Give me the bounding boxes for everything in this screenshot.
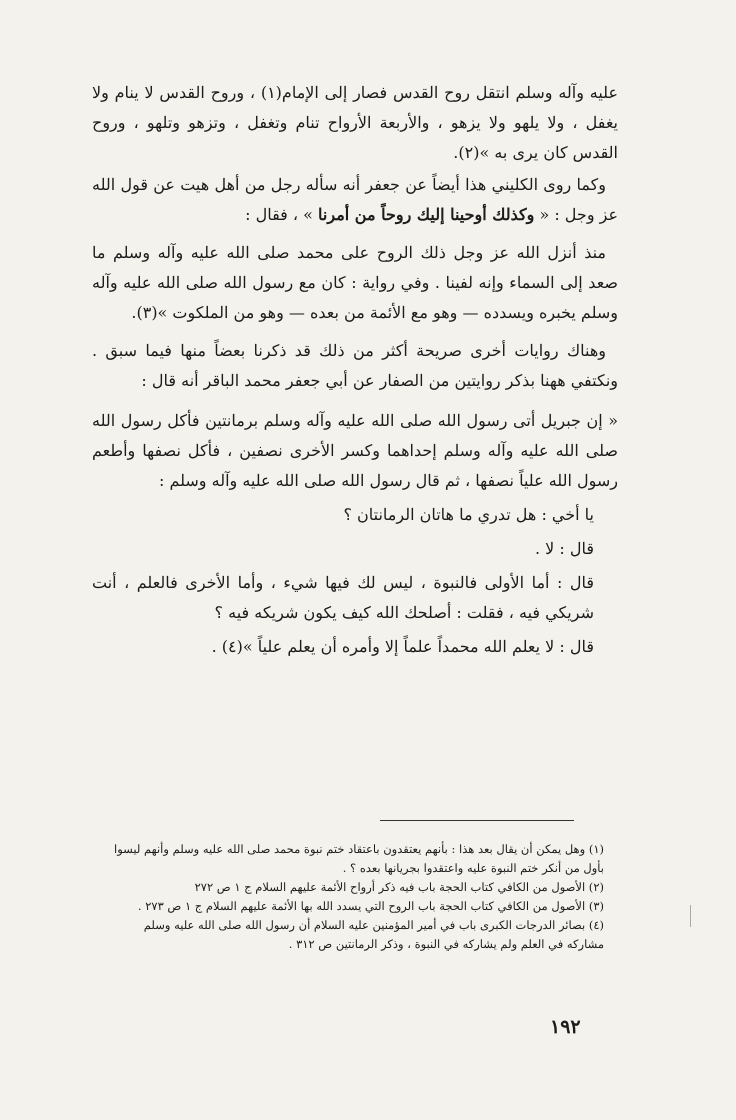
dialogue-line: يا أخي : هل تدري ما هاتان الرمانتان ؟ xyxy=(343,505,594,524)
dialogue-line: قال : لا يعلم الله محمداً علماً إلا وأمره أن يعلم علياً »(٤) . xyxy=(211,637,594,656)
paragraph: عليه وآله وسلم انتقل روح القدس فصار إلى الإمام(١) ، وروح القدس لا ينام ولا يغفل ، ولا يلهو ولا يزهو ، والأربعة الأرواح تنام وتغفل ، وتزهو وتلهو ، وروح القدس كان يرى به »(٢). xyxy=(92,83,618,162)
main-text xyxy=(92,78,618,662)
footnote: (١) وهل يمكن أن يقال بعد هذا : بأنهم يعتقدون باعتقاد ختم نبوة محمد صلى الله عليه وسلم وأنهم ليسوا بأول من أنكر ختم النبوة عليه واعتقدوا بجريانها بعده ؟ . xyxy=(114,842,604,875)
footnote: (٤) بصائر الدرجات الكبرى باب في أمير المؤمنين عليه السلام أن رسول الله صلى الله عليه وسلم مشاركه في العلم ولم يشاركه في النبوة ، وذكر الرمانتين ص ٣١٢ . xyxy=(143,918,604,951)
dialogue-line: قال : لا . xyxy=(534,539,594,558)
page-number: ١٩٢ xyxy=(550,1016,581,1038)
quran-quote: وكذلك أوحينا إليك روحاً من أمرنا xyxy=(318,205,535,224)
paragraph: « إن جبريل أتى رسول الله صلى الله عليه وآله وسلم برمانتين فأكل رسول الله صلى الله عليه وآله وسلم إحداهما وكسر الأخرى نصفين ، فأكل نصفها وأطعم رسول الله علياً نصفها ، ثم قال رسول الله صلى الله عليه وآله وسلم : xyxy=(92,411,618,490)
paragraph xyxy=(92,170,618,230)
footnote: (٣) الأصول من الكافي كتاب الحجة باب الروح التي يسدد الله بها الأئمة عليهم السلام ج ١ ص ٢٧٣ . xyxy=(137,899,604,913)
paragraph-text: وكما روى الكليني هذا أيضاً عن جعفر أنه سأله رجل من أهل هيت عن قول الله عز وجل : « xyxy=(92,175,618,224)
paragraph-text: » ، فقال : xyxy=(245,205,313,224)
footnote: (٢) الأصول من الكافي كتاب الحجة باب فيه ذكر أرواح الأئمة عليهم السلام ج ١ ص ٢٧٢ xyxy=(194,880,604,894)
margin-mark xyxy=(690,905,691,927)
dialogue-line: قال : أما الأولى فالنبوة ، ليس لك فيها شيء ، وأما الأخرى فالعلم ، أنت شريكي فيه ، فقلت : أصلحك الله كيف يكون شريكه فيه ؟ xyxy=(92,573,594,622)
footnotes xyxy=(112,840,604,954)
footnote-divider xyxy=(380,820,574,821)
paragraph: وهناك روايات أخرى صريحة أكثر من ذلك قد ذكرنا بعضاً منها فيما سبق . ونكتفي ههنا بذكر روايتين من الصفار عن أبي جعفر محمد الباقر أنه قال : xyxy=(92,341,618,390)
paragraph: منذ أنزل الله عز وجل ذلك الروح على محمد صلى الله عليه وآله وسلم ما صعد إلى السماء وإنه لفينا . وفي رواية : كان مع رسول الله صلى الله عليه وآله وسلم يخبره ويسدده — وهو مع الأئمة من بعده — وهو من الملكوت »(٣). xyxy=(92,243,618,322)
